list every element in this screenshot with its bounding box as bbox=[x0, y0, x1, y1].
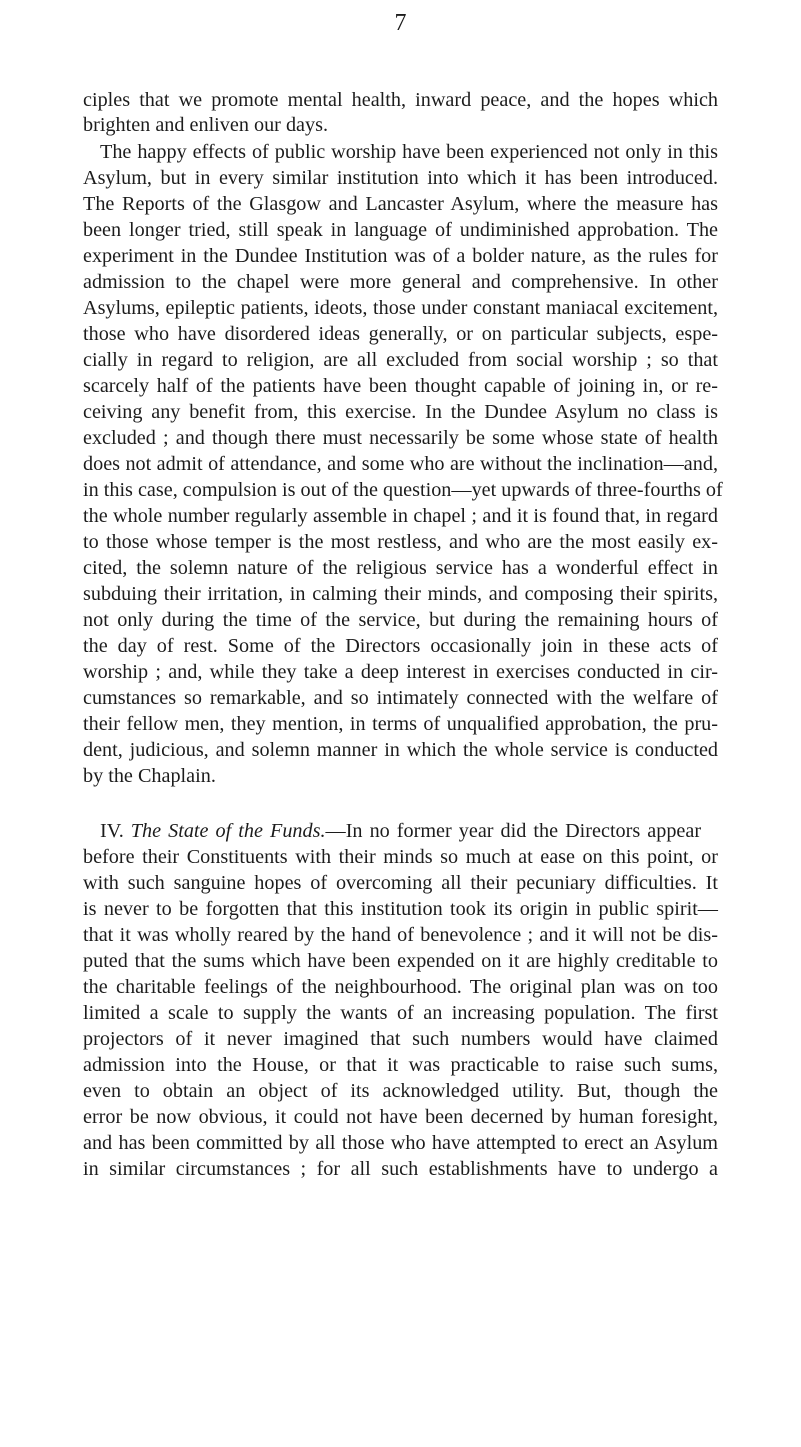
text-line: by the Chaplain. bbox=[83, 765, 216, 787]
text-line: dent, judicious, and solemn manner in which the whole service is conducted bbox=[83, 739, 718, 761]
text-line: Asylum, but in every similar institution into which it has been introduced. bbox=[83, 167, 718, 189]
section-heading-line bbox=[100, 819, 718, 844]
text-line: cumstances so remarkable, and so intimately connected with the welfare of bbox=[83, 687, 718, 709]
text-line: in similar circumstances ; for all such establishments have to undergo a bbox=[83, 1158, 718, 1180]
text-line: that it was wholly reared by the hand of benevolence ; and it will not be dis- bbox=[83, 924, 718, 946]
text-line: cited, the solemn nature of the religious service has a wonderful effect in bbox=[83, 557, 718, 579]
text-line: excluded ; and though there must necessarily be some whose state of health bbox=[83, 427, 718, 449]
text-line: the day of rest. Some of the Directors occasionally join in these acts of bbox=[83, 635, 718, 657]
text-line: ceiving any benefit from, this exercise. In the Dundee Asylum no class is bbox=[83, 401, 718, 423]
text-line: before their Constituents with their minds so much at ease on this point, or bbox=[83, 846, 718, 868]
text-line: projectors of it never imagined that such numbers would have claimed bbox=[83, 1028, 718, 1050]
text-line: subduing their irritation, in calming their minds, and composing their spirits, bbox=[83, 583, 718, 605]
text-line: ciples that we promote mental health, inward peace, and the hopes which bbox=[83, 89, 718, 111]
text-line: and has been committed by all those who have attempted to erect an Asylum bbox=[83, 1132, 718, 1154]
text-line: their fellow men, they mention, in terms of unqualified approbation, the pru- bbox=[83, 713, 718, 735]
text-line: is never to be forgotten that this institution took its origin in public spirit— bbox=[83, 898, 718, 920]
text-line: those who have disordered ideas generally, or on particular subjects, espe- bbox=[83, 323, 718, 345]
text-line: admission into the House, or that it was practicable to raise such sums, bbox=[83, 1054, 718, 1076]
text-line: limited a scale to supply the wants of an increasing population. The first bbox=[83, 1002, 718, 1024]
text-line: brighten and enliven our days. bbox=[83, 114, 328, 136]
text-line: to those whose temper is the most restless, and who are the most easily ex- bbox=[83, 531, 718, 553]
text-line: error be now obvious, it could not have been decerned by human foresight, bbox=[83, 1106, 718, 1128]
text-line: does not admit of attendance, and some who are without the inclination—and, bbox=[83, 453, 718, 475]
text-line: been longer tried, still speak in language of undiminished approbation. The bbox=[83, 219, 718, 241]
section-text: —In no former year did the Directors appear bbox=[325, 820, 702, 842]
text-line: The happy effects of public worship have been experienced not only in this bbox=[100, 141, 718, 163]
text-line: the whole number regularly assemble in chapel ; and it is found that, in regard bbox=[83, 505, 718, 527]
text-line: with such sanguine hopes of overcoming all their pecuniary difficulties. It bbox=[83, 872, 718, 894]
text-line: worship ; and, while they take a deep interest in exercises conducted in cir- bbox=[83, 661, 718, 683]
text-line: Asylums, epileptic patients, ideots, those under constant maniacal excitement, bbox=[83, 297, 718, 319]
section-number: IV. bbox=[100, 820, 124, 842]
text-line: even to obtain an object of its acknowledged utility. But, though the bbox=[83, 1080, 718, 1102]
text-line: scarcely half of the patients have been thought capable of joining in, or re- bbox=[83, 375, 718, 397]
text-line: the charitable feelings of the neighbourhood. The original plan was on too bbox=[83, 976, 718, 998]
text-line: in this case, compulsion is out of the question—yet upwards of three-fourths of bbox=[83, 479, 723, 501]
text-line: admission to the chapel were more general and comprehensive. In other bbox=[83, 271, 718, 293]
text-line: The Reports of the Glasgow and Lancaster Asylum, where the measure has bbox=[83, 193, 718, 215]
text-line: experiment in the Dundee Institution was of a bolder nature, as the rules for bbox=[83, 245, 718, 267]
section-title: The State of the Funds. bbox=[130, 820, 326, 842]
text-line: not only during the time of the service, but during the remaining hours of bbox=[83, 609, 718, 631]
text-line: puted that the sums which have been expended on it are highly creditable to bbox=[83, 950, 718, 972]
page-number: 7 bbox=[394, 10, 407, 36]
text-line: cially in regard to religion, are all excluded from social worship ; so that bbox=[83, 349, 718, 371]
